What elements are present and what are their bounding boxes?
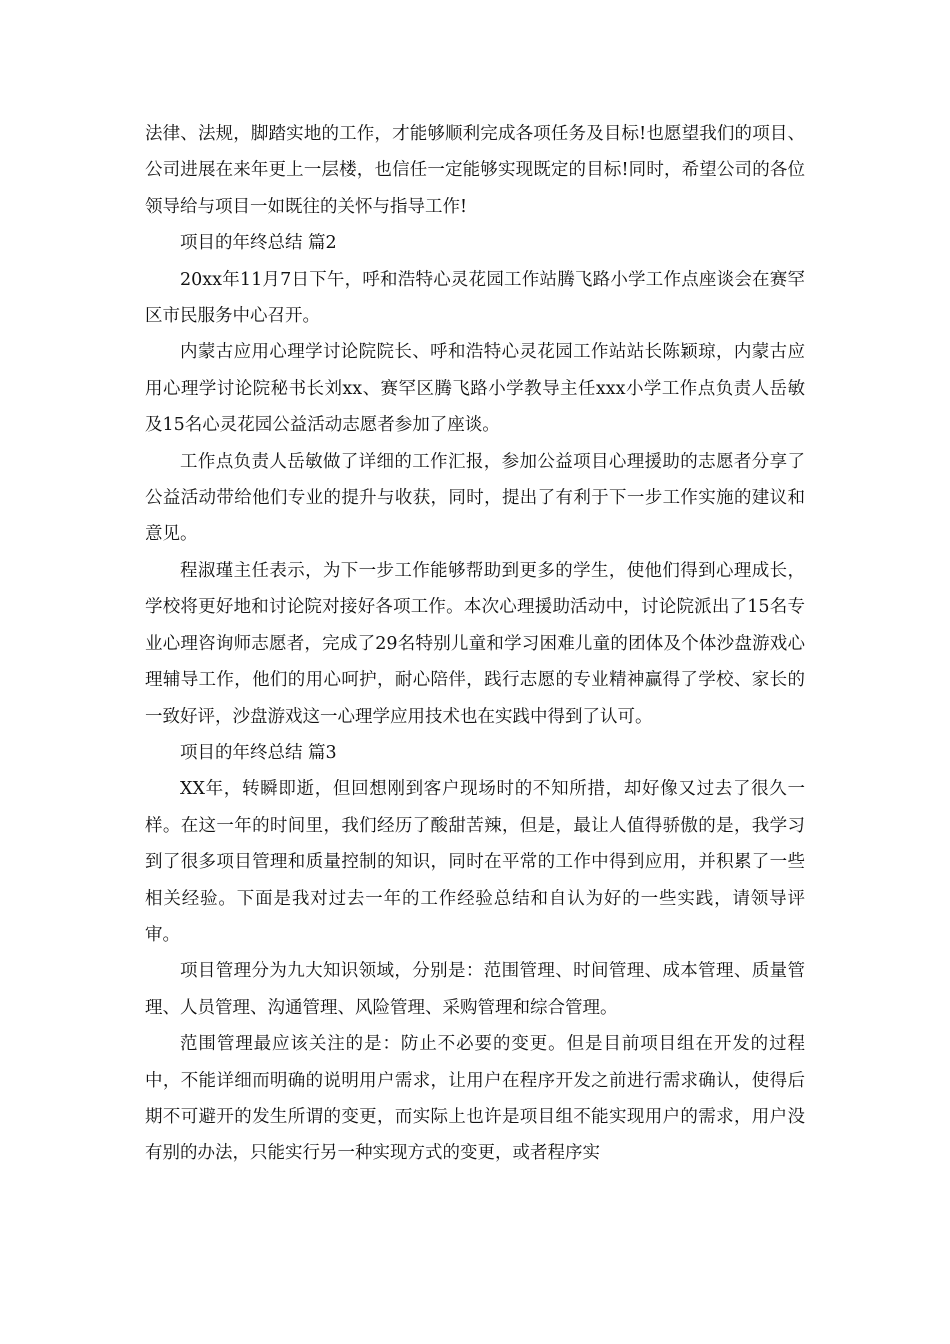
document-body	[145, 116, 805, 1172]
paragraph: XX年，转瞬即逝，但回想刚到客户现场时的不知所措，却好像又过去了很久一样。在这一年的时间里，我们经历了酸甜苦辣，但是，最让人值得骄傲的是，我学习到了很多项目管理和质量控制的知识，同时在平常的工作中得到应用，并积累了一些相关经验。下面是我对过去一年的工作经验总结和自认为好的一些实践，请领导评审。	[145, 779, 805, 945]
paragraph: 项目管理分为九大知识领域，分别是：范围管理、时间管理、成本管理、质量管理、人员管理、沟通管理、风险管理、采购管理和综合管理。	[145, 961, 805, 1018]
paragraph: 20xx年11月7日下午，呼和浩特心灵花园工作站腾飞路小学工作点座谈会在赛罕区市民服务中心召开。	[145, 269, 805, 327]
paragraph: 范围管理最应该关注的是：防止不必要的变更。但是目前项目组在开发的过程中，不能详细而明确的说明用户需求，让用户在程序开发之前进行需求确认，使得后期不可避开的发生所谓的变更，而实际上也许是项目组不能实现用户的需求，用户没有别的办法，只能实行另一种实现方式的变更，或者程序实	[145, 1034, 805, 1164]
paragraph: 工作点负责人岳敏做了详细的工作汇报，参加公益项目心理援助的志愿者分享了公益活动带给他们专业的提升与收获，同时，提出了有利于下一步工作实施的建议和意见。	[145, 451, 805, 545]
paragraph: 程淑瑾主任表示，为下一步工作能够帮助到更多的学生，使他们得到心理成长，学校将更好地和讨论院对接好各项工作。本次心理援助活动中，讨论院派出了15名专业心理咨询师志愿者，完成了29名特别儿童和学习困难儿童的团体及个体沙盘游戏心理辅导工作，他们的用心呵护，耐心陪伴，践行志愿的专业精神赢得了学校、家长的一致好评，沙盘游戏这一心理学应用技术也在实践中得到了认可。	[145, 560, 805, 727]
paragraph-continuation: 法律、法规，脚踏实地的工作，才能够顺利完成各项任务及目标!也愿望我们的项目、公司进展在来年更上一层楼，也信任一定能够实现既定的目标!同时，希望公司的各位领导给与项目一如既往的关怀与指导工作!	[145, 124, 805, 217]
section-heading-3: 项目的年终总结 篇3	[180, 742, 337, 763]
paragraph: 内蒙古应用心理学讨论院院长、呼和浩特心灵花园工作站站长陈颖琼，内蒙古应用心理学讨论院秘书长刘xx、赛罕区腾飞路小学教导主任xxx小学工作点负责人岳敏及15名心灵花园公益活动志愿者参加了座谈。	[145, 342, 805, 436]
section-heading-2: 项目的年终总结 篇2	[180, 233, 337, 254]
